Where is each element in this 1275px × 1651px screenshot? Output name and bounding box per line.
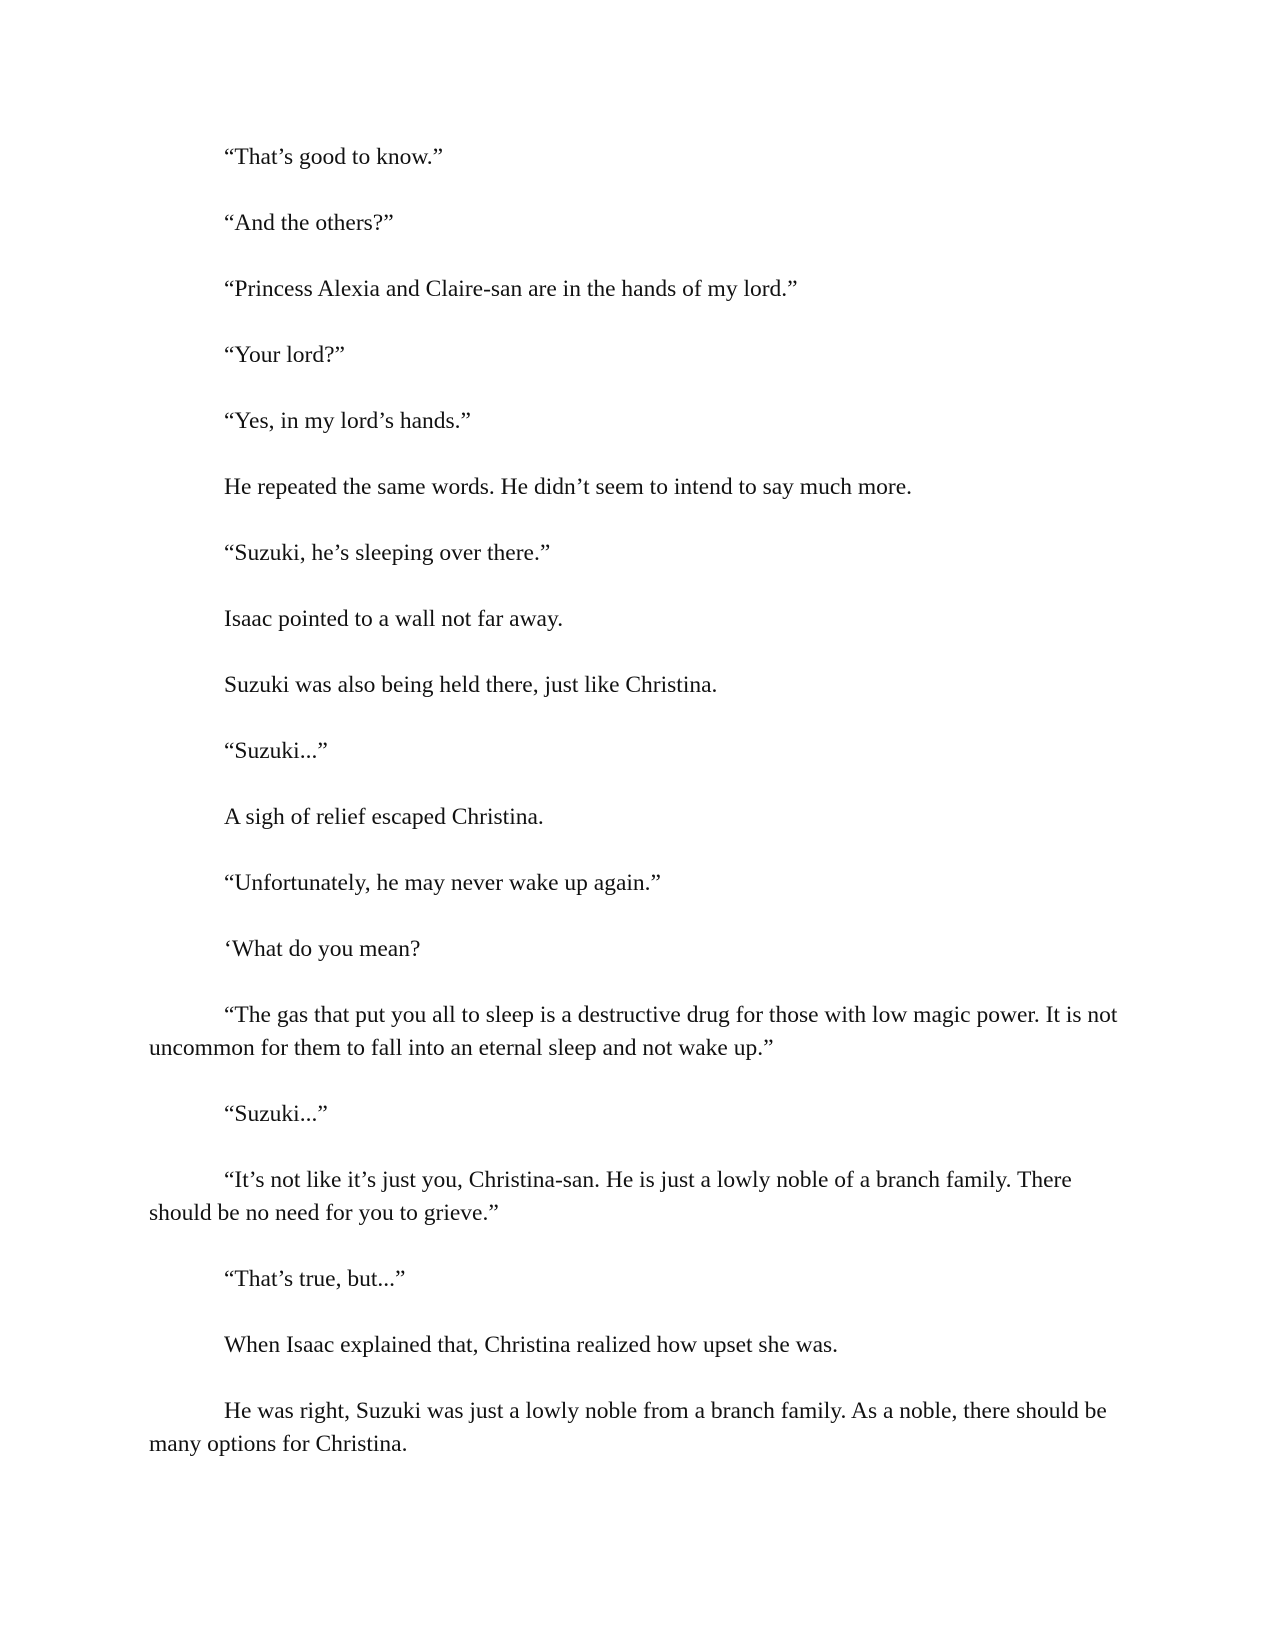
paragraph: A sigh of relief escaped Christina. <box>224 804 544 830</box>
paragraph: “Suzuki, he’s sleeping over there.” <box>224 540 551 566</box>
paragraph: “It’s not like it’s just you, Christina-san. He is just a lowly noble of a branch family. There should be no need for you to grieve.” <box>149 1167 1072 1226</box>
paragraph: He was right, Suzuki was just a lowly noble from a branch family. As a noble, there should be many options for Christina. <box>149 1398 1107 1457</box>
paragraph: “That’s true, but...” <box>224 1266 406 1292</box>
paragraph: “Your lord?” <box>224 342 345 368</box>
body-text <box>149 141 1119 1494</box>
paragraph: Suzuki was also being held there, just like Christina. <box>224 672 718 698</box>
paragraph: “Princess Alexia and Claire-san are in the hands of my lord.” <box>224 276 798 302</box>
paragraph: “Yes, in my lord’s hands.” <box>224 408 471 434</box>
paragraph: “Unfortunately, he may never wake up again.” <box>224 870 661 896</box>
paragraph: “Suzuki...” <box>224 1101 328 1127</box>
paragraph: Isaac pointed to a wall not far away. <box>224 606 564 632</box>
paragraph: “That’s good to know.” <box>224 144 444 170</box>
paragraph: “And the others?” <box>224 210 394 236</box>
paragraph: “The gas that put you all to sleep is a destructive drug for those with low magic power. It is not uncommon for them to fall into an eternal sleep and not wake up.” <box>149 1002 1118 1061</box>
paragraph: “Suzuki...” <box>224 738 328 764</box>
paragraph: When Isaac explained that, Christina realized how upset she was. <box>224 1332 839 1358</box>
paragraph: ‘What do you mean? <box>224 936 421 962</box>
paragraph: He repeated the same words. He didn’t seem to intend to say much more. <box>224 474 913 500</box>
